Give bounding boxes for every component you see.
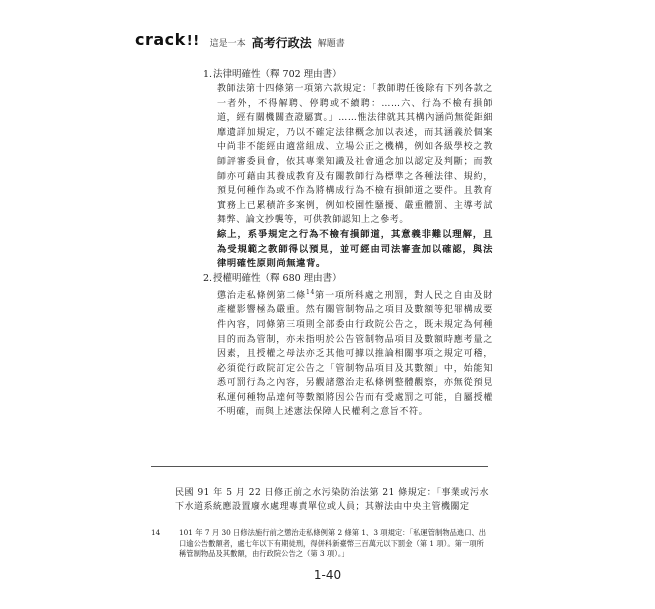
section-2-heading (203, 272, 493, 286)
section-2-heading-text: 授權明確性（釋 680 理由書） (213, 272, 342, 284)
header-title: 高考行政法 (251, 36, 312, 50)
section-1 (203, 68, 493, 272)
section-2-number: 2. (203, 272, 213, 284)
continuation-note: 民國 91 年 5 月 22 日修正前之水污染防治法第 21 條規定：「事業或污水下水道系統應設置廢水處理專責單位或人員；其辦法由中央主管機關定 (175, 488, 489, 512)
footnote (151, 528, 488, 560)
brand-logo-mark: !! (186, 34, 200, 49)
brand-logo-text: crack (135, 30, 186, 49)
section-1-conclusion: 綜上，系爭規定之行為不檢有損師道，其意義非難以理解，且為受規範之教師得以預見，並可經由司法審查加以確認，與法律明確性原則尚無違背。 (217, 228, 493, 270)
brand-logo (135, 32, 200, 50)
main-content (203, 68, 493, 420)
section-1-heading-text: 法律明確性（釋 702 理由書） (213, 69, 342, 80)
section-1-heading (203, 68, 493, 82)
section-2-body-start: 懲治走私條例第二條 (217, 290, 307, 301)
footnote-text: 101 年 7 月 30 日修法施行前之懲治走私條例第 2 條第 1、3 項規定：「私運管制物品進口、出口逾公告數額者，處七年以下有期徒刑，得併科新臺幣三百萬元以下罰金（第 1 項）。第一項所稱管制物品及其數額，由行政院公告之（第 3 項）。」 (179, 528, 487, 558)
page-header (135, 30, 345, 50)
section-2-body-rest: 第一項所科處之刑罰，對人民之自由及財產權影響極為嚴重。然有關管制物品之項目及數額等犯罪構成要件內容，同條第三項則全部委由行政院公告之，既未規定為何種目的而為管制，亦未指明於公告管制物品項目及數額時應考量之因素，且授權之母法亦乏其他可據以推論相關事項之規定可稽，必須從行政院訂定公告之「管制物品項目及其數額」中，始能知悉可罰行為之內容，另觀諸懲治走私條例整體觀察，亦無從預見私運何種物品達何等數額將因公告而有受處罰之可能，自屬授權不明確，而與上述憲法保障人民權利之意旨不符。 (217, 290, 493, 418)
header-prefix: 這是一本 (209, 39, 246, 49)
section-1-body: 教師法第十四條第一項第六款規定：「教師聘任後除有下列各款之一者外，不得解聘、停聘或不續聘：……六、行為不檢有損師道，經有關機關查證屬實。」……惟法律就其其構內涵尚無從鉅細靡遺詳加規定，乃以不確定法律概念加以表述，而其涵義於個案中尚非不能經由適當組成、立場公正之機構，例如各級學校之教師評審委員會，依其專業知識及社會通念加以認定及判斷；而教師亦可藉由其養成教育及有關教師行為標準之各種法律、規約，預見何種作為或不作為將構成行為不檢有損師道之要件。且教育實務上已累積許多案例，例如校園性騷擾、嚴重體罰、主導考試舞弊、論文抄襲等，可供教師認知上之參考。 (217, 84, 493, 226)
header-suffix: 解題書 (317, 39, 345, 49)
section-1-number: 1. (203, 69, 213, 80)
page-number: 1-40 (313, 568, 342, 582)
footnote-number: 14 (151, 528, 161, 537)
footnote-divider (151, 466, 488, 467)
footnote-reference: 14 (306, 288, 315, 296)
section-2 (203, 272, 493, 420)
section-2-body (217, 286, 493, 420)
